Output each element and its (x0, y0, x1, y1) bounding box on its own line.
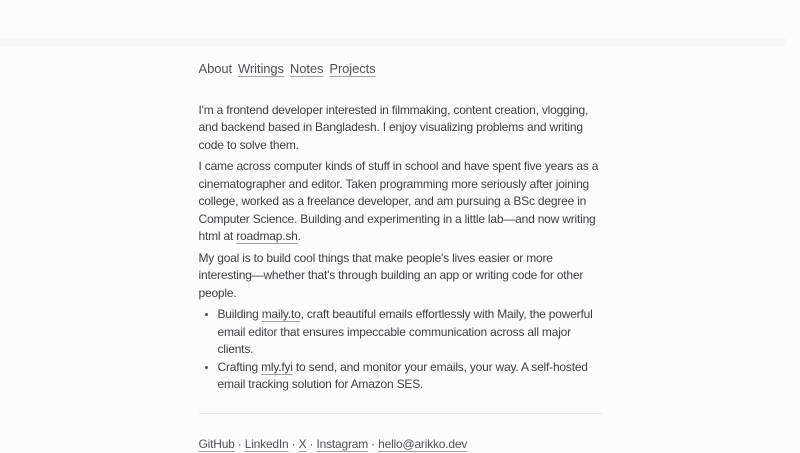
instagram-link[interactable]: Instagram (316, 437, 368, 451)
list-item-mly (218, 359, 602, 394)
top-divider-band (0, 38, 786, 46)
text-segment: to send, and monitor your emails, your way. A self-hosted email tracking solution for Amazon SES. (218, 360, 588, 392)
text-segment: , craft beautiful emails effortlessly with Maily, the powerful email editor that ensures impeccable communication across all major clients. (218, 307, 593, 356)
x-link[interactable]: X (299, 437, 307, 451)
footer-divider (199, 413, 602, 414)
bio-section (199, 102, 602, 453)
text-segment: Building (218, 307, 262, 321)
footer-separator: · (289, 437, 299, 451)
footer-separator: · (306, 437, 316, 451)
mly-fyi-link[interactable]: mly.fyi (261, 360, 293, 374)
maily-to-link[interactable]: maily.to (262, 307, 301, 321)
text-segment: My goal is to build cool things that make people's lives easier or more interesting—whether that's through building an app or writing code for other people. (199, 251, 584, 300)
linkedin-link[interactable]: LinkedIn (245, 437, 289, 451)
nav-item-writings[interactable]: Writings (238, 60, 284, 78)
goal-paragraph (199, 250, 602, 303)
footer-links (199, 436, 602, 453)
text-segment: I came across computer kinds of stuff in school and have spent five years as a cinematographer and editor. Taken programming more seriously after joining college, worked as a freelance developer, and am pursuing a BSc degree in Computer Science. Building and experimenting in a little lab—and now writing html at (199, 159, 599, 243)
roadmap-sh-link[interactable]: roadmap.sh (236, 229, 297, 243)
hello-arikko-dev-link[interactable]: hello@arikko.dev (378, 437, 467, 451)
text-segment: . (298, 229, 301, 243)
github-link[interactable]: GitHub (199, 437, 235, 451)
text-segment: I'm a frontend developer interested in filmmaking, content creation, vlogging, and backend based in Bangladesh. I enjoy visualizing problems and writing code to solve them. (199, 103, 589, 152)
footer-separator: · (235, 437, 245, 451)
list-item-maily (218, 306, 602, 359)
nav-item-projects[interactable]: Projects (329, 60, 375, 78)
intro-paragraph (199, 102, 602, 155)
nav-item-notes[interactable]: Notes (290, 60, 323, 78)
projects-list (199, 306, 602, 394)
footer-separator: · (368, 437, 378, 451)
nav-item-about[interactable]: About (199, 60, 232, 78)
background-paragraph (199, 158, 602, 246)
page-container (199, 0, 602, 453)
main-nav (199, 60, 602, 78)
text-segment: Crafting (218, 360, 262, 374)
